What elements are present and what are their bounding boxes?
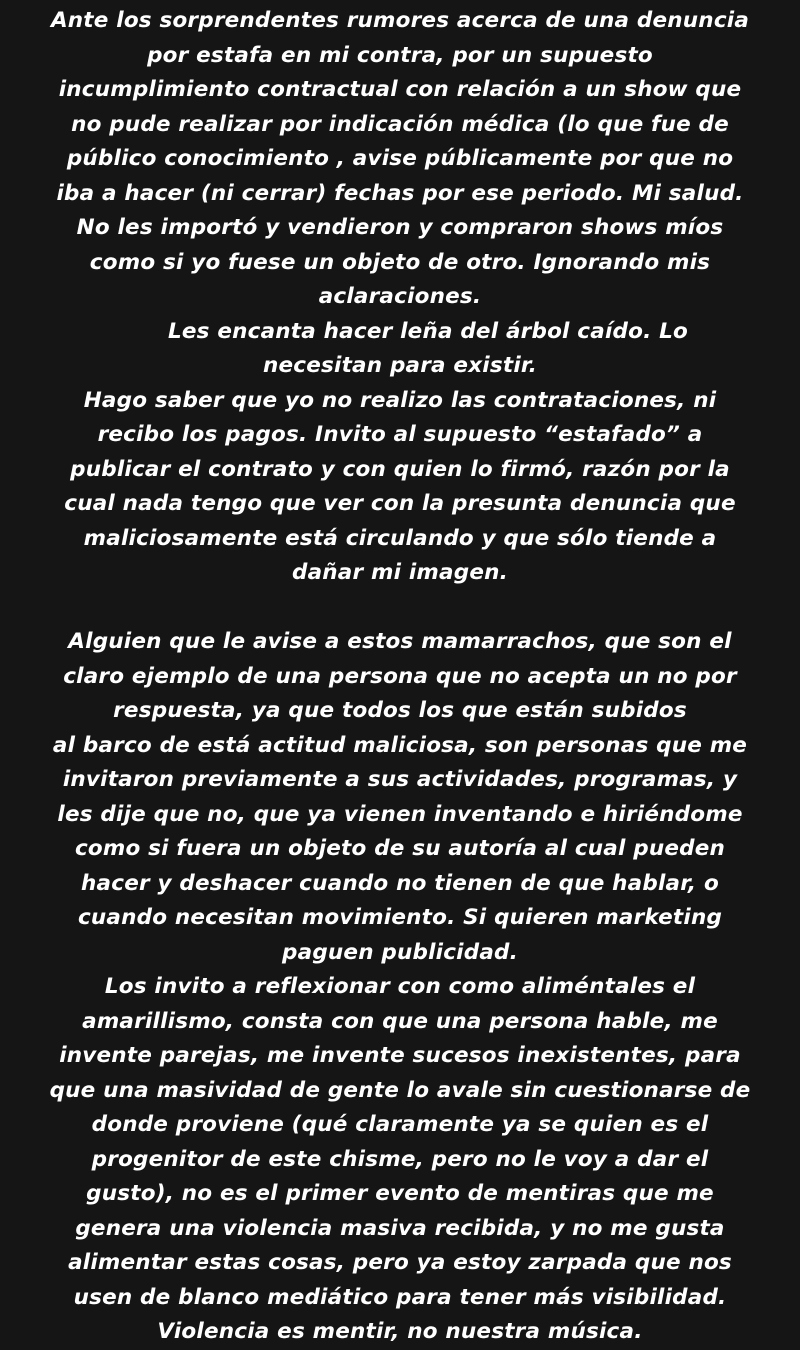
story-line: aclaraciones. bbox=[318, 284, 482, 309]
story-line: No les importó y vendieron y compraron shows míos bbox=[76, 215, 724, 240]
story-line: recibo los pagos. Invito al supuesto “estafado” a bbox=[97, 422, 703, 447]
story-line: progenitor de este chisme, pero no le voy a dar el bbox=[91, 1146, 709, 1172]
story-line: por estafa en mi contra, por un supuesto bbox=[147, 42, 653, 68]
story-line: claro ejemplo de una persona que no acepta un no por bbox=[63, 663, 737, 689]
story-line: amarillismo, consta con que una persona hable, me bbox=[82, 1008, 718, 1034]
story-line: no pude realizar por indicación médica (lo que fue de bbox=[71, 111, 729, 137]
story-line: cual nada tengo que ver con la presunta denuncia que bbox=[64, 491, 736, 516]
story-line: genera una violencia masiva recibida, y no me gusta bbox=[75, 1215, 725, 1241]
story-line: publicar el contrato y con quien lo firmó, razón por la bbox=[70, 456, 730, 482]
story-line: como si fuera un objeto de su autoría al cual pueden bbox=[74, 836, 725, 861]
story-line: al barco de está actitud maliciosa, son personas que me bbox=[52, 732, 748, 758]
story-line: gusto), no es el primer evento de mentiras que me bbox=[86, 1181, 714, 1206]
story-line: necesitan para existir. bbox=[262, 353, 538, 378]
story-line: Les encanta hacer leña del árbol caído. Lo bbox=[167, 318, 689, 344]
story-line: donde proviene (qué claramente ya se quien es el bbox=[91, 1112, 709, 1137]
story-line: paguen publicidad. bbox=[282, 939, 518, 965]
story-line: Ante los sorprendentes rumores acerca de una denuncia bbox=[50, 8, 750, 33]
story-line: que una masividad de gente lo avale sin cuestionarse de bbox=[49, 1077, 751, 1103]
story-line: maliciosamente está circulando y que sólo tiende a bbox=[83, 525, 717, 551]
story-line: respuesta, ya que todos los que están subidos bbox=[113, 698, 687, 723]
story-line: usen de blanco mediático para tener más visibilidad. bbox=[73, 1284, 727, 1310]
paragraph-gap bbox=[0, 591, 800, 626]
story-line: Los invito a reflexionar con como aliméntales el bbox=[104, 974, 696, 999]
story-line: alimentar estas cosas, pero ya estoy zarpada que nos bbox=[68, 1250, 732, 1275]
story-line: iba a hacer (ni cerrar) fechas por ese periodo. Mi salud. bbox=[56, 180, 744, 206]
story-line: público conocimiento , avise públicamente por que no bbox=[66, 146, 734, 171]
story-line: dañar mi imagen. bbox=[292, 560, 508, 585]
story-line: incumplimiento contractual con relación a un show que bbox=[58, 77, 742, 102]
story-line: hacer y deshacer cuando no tienen de que hablar, o bbox=[81, 870, 719, 896]
story-line: Alguien que le avise a estos mamarrachos, que son el bbox=[68, 629, 732, 654]
story-line: Hago saber que yo no realizo las contrataciones, ni bbox=[83, 387, 717, 413]
story-line: Violencia es mentir, no nuestra música. bbox=[157, 1319, 643, 1344]
story-line: invitaron previamente a sus actividades, programas, y bbox=[62, 767, 738, 792]
story-line: les dije que no, que ya vienen inventando e hiriéndome bbox=[57, 801, 743, 827]
story-line: como si yo fuese un objeto de otro. Ignorando mis bbox=[89, 249, 711, 275]
story-line: invente parejas, me invente sucesos inexistentes, para bbox=[59, 1043, 741, 1068]
story-line: cuando necesitan movimiento. Si quieren marketing bbox=[77, 905, 723, 930]
story-text-block bbox=[0, 4, 800, 1350]
